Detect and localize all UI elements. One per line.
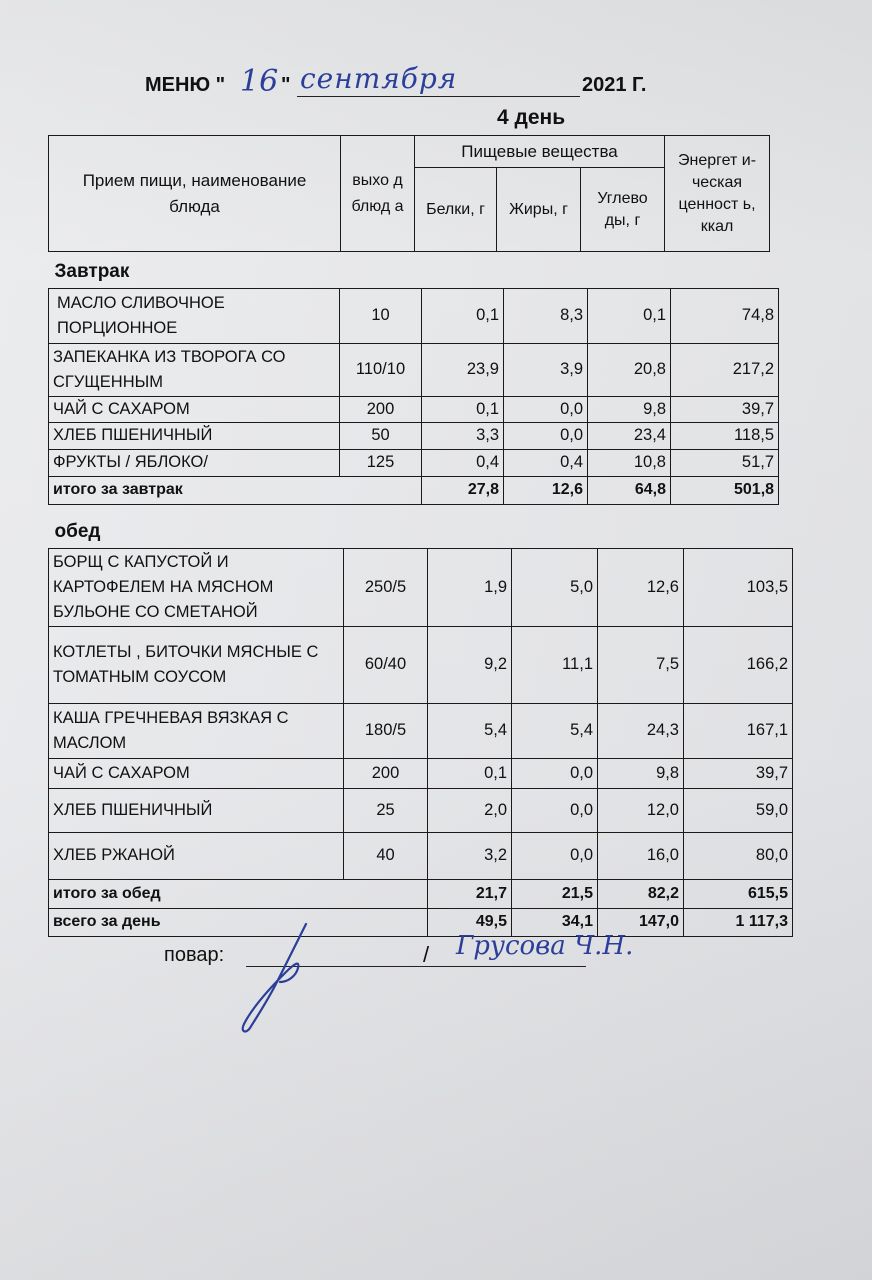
dish-energy: 118,5 — [671, 422, 779, 449]
dish-carbs: 23,4 — [588, 422, 671, 449]
dish-yield: 200 — [344, 758, 428, 788]
menu-label: МЕНЮ " — [145, 74, 226, 96]
breakfast-title: Завтрак — [54, 260, 130, 282]
cook-name-handwritten: Грусова Ч.Н. — [456, 931, 634, 961]
dish-protein: 0,1 — [422, 288, 504, 343]
header-table — [48, 135, 770, 252]
dish-fat: 11,1 — [512, 626, 598, 703]
cook-label: повар: — [164, 944, 225, 966]
table-row — [49, 422, 779, 449]
dish-yield: 10 — [340, 288, 422, 343]
day-total-fat: 34,1 — [512, 908, 598, 936]
dish-fat: 0,0 — [512, 832, 598, 879]
dish-fat: 0,0 — [512, 788, 598, 832]
total-energy: 615,5 — [684, 879, 793, 908]
day-total-label: всего за день — [49, 908, 428, 936]
dish-protein: 0,4 — [422, 449, 504, 476]
dish-name: ХЛЕБ ПШЕНИЧНЫЙ — [49, 788, 344, 832]
dish-yield: 60/40 — [344, 626, 428, 703]
total-carbs: 82,2 — [598, 879, 684, 908]
table-row — [49, 626, 793, 703]
breakfast-total-row — [49, 476, 779, 504]
dish-name: КОТЛЕТЫ , БИТОЧКИ МЯСНЫЕ С ТОМАТНЫМ СОУСОМ — [49, 626, 344, 703]
separator: / — [423, 942, 430, 967]
dish-protein: 9,2 — [428, 626, 512, 703]
total-carbs: 64,8 — [588, 476, 671, 504]
lunch-title: обед — [54, 520, 101, 542]
dish-fat: 5,0 — [512, 548, 598, 626]
dish-fat: 0,0 — [504, 396, 588, 422]
dish-yield: 25 — [344, 788, 428, 832]
table-row — [49, 343, 779, 396]
dish-yield: 200 — [340, 396, 422, 422]
dish-name: МАСЛО СЛИВОЧНОЕ ПОРЦИОННОЕ — [49, 288, 340, 343]
dish-fat: 0,4 — [504, 449, 588, 476]
dish-carbs: 0,1 — [588, 288, 671, 343]
dish-name: ЧАЙ С САХАРОМ — [49, 758, 344, 788]
col-protein-header: Белки, г — [415, 168, 497, 252]
dish-yield: 180/5 — [344, 703, 428, 758]
dish-name: ЗАПЕКАНКА ИЗ ТВОРОГА СО СГУЩЕННЫМ — [49, 343, 340, 396]
total-label: итого за обед — [49, 879, 428, 908]
dish-yield: 50 — [340, 422, 422, 449]
lunch-total-row — [49, 879, 793, 908]
breakfast-table — [48, 256, 779, 505]
table-row — [49, 788, 793, 832]
day-total-energy: 1 117,3 — [684, 908, 793, 936]
dish-yield: 125 — [340, 449, 422, 476]
signature-block — [164, 931, 684, 1040]
dish-carbs: 12,0 — [598, 788, 684, 832]
total-label: итого за завтрак — [49, 476, 422, 504]
dish-yield: 250/5 — [344, 548, 428, 626]
dish-fat: 5,4 — [512, 703, 598, 758]
dish-energy: 103,5 — [684, 548, 793, 626]
dish-energy: 39,7 — [671, 396, 779, 422]
dish-yield: 110/10 — [340, 343, 422, 396]
day-total-row — [49, 908, 793, 936]
dish-protein: 3,3 — [422, 422, 504, 449]
col-yield-header: выхо д блюд а — [341, 136, 415, 252]
date-underline — [297, 96, 580, 97]
col-fat-header: Жиры, г — [497, 168, 581, 252]
total-fat: 21,5 — [512, 879, 598, 908]
dish-protein: 5,4 — [428, 703, 512, 758]
dish-energy: 39,7 — [684, 758, 793, 788]
quote-close: " — [281, 74, 291, 96]
dish-protein: 0,1 — [422, 396, 504, 422]
table-row — [49, 449, 779, 476]
dish-fat: 0,0 — [504, 422, 588, 449]
table-row — [49, 703, 793, 758]
total-energy: 501,8 — [671, 476, 779, 504]
dish-name: БОРЩ С КАПУСТОЙ И КАРТОФЕЛЕМ НА МЯСНОМ БУЛЬОНЕ СО СМЕТАНОЙ — [49, 548, 344, 626]
table-row — [49, 288, 779, 343]
menu-title — [145, 62, 745, 108]
dish-protein: 3,2 — [428, 832, 512, 879]
dish-energy: 166,2 — [684, 626, 793, 703]
col-energy-header: Энергет и-ческая ценност ь, ккал — [665, 136, 770, 252]
day-number: 16 — [240, 64, 279, 99]
dish-energy: 167,1 — [684, 703, 793, 758]
year: 2021 Г. — [582, 74, 647, 96]
total-protein: 27,8 — [422, 476, 504, 504]
col-name-header: Прием пищи, наименование блюда — [49, 136, 341, 252]
day-label: 4 день — [497, 106, 566, 129]
day-total-carbs: 147,0 — [598, 908, 684, 936]
col-nutrients-header: Пищевые вещества — [415, 136, 665, 168]
col-carbs-header: Углево ды, г — [581, 168, 665, 252]
dish-name: ХЛЕБ ПШЕНИЧНЫЙ — [49, 422, 340, 449]
total-protein: 21,7 — [428, 879, 512, 908]
dish-name: КАША ГРЕЧНЕВАЯ ВЯЗКАЯ С МАСЛОМ — [49, 703, 344, 758]
dish-protein: 2,0 — [428, 788, 512, 832]
dish-energy: 59,0 — [684, 788, 793, 832]
table-row — [49, 758, 793, 788]
dish-yield: 40 — [344, 832, 428, 879]
table-row — [49, 832, 793, 879]
dish-carbs: 10,8 — [588, 449, 671, 476]
dish-carbs: 9,8 — [598, 758, 684, 788]
dish-fat: 8,3 — [504, 288, 588, 343]
day-total-protein: 49,5 — [428, 908, 512, 936]
dish-energy: 217,2 — [671, 343, 779, 396]
dish-protein: 0,1 — [428, 758, 512, 788]
dish-energy: 80,0 — [684, 832, 793, 879]
dish-carbs: 12,6 — [598, 548, 684, 626]
dish-carbs: 16,0 — [598, 832, 684, 879]
dish-fat: 0,0 — [512, 758, 598, 788]
month-handwritten: сентября — [300, 62, 458, 95]
dish-protein: 1,9 — [428, 548, 512, 626]
dish-name: ХЛЕБ РЖАНОЙ — [49, 832, 344, 879]
dish-name: ФРУКТЫ / ЯБЛОКО/ — [49, 449, 340, 476]
dish-carbs: 7,5 — [598, 626, 684, 703]
dish-carbs: 9,8 — [588, 396, 671, 422]
dish-protein: 23,9 — [422, 343, 504, 396]
lunch-table — [48, 516, 793, 937]
table-row — [49, 396, 779, 422]
dish-energy: 51,7 — [671, 449, 779, 476]
dish-name: ЧАЙ С САХАРОМ — [49, 396, 340, 422]
table-row — [49, 548, 793, 626]
total-fat: 12,6 — [504, 476, 588, 504]
dish-energy: 74,8 — [671, 288, 779, 343]
dish-carbs: 20,8 — [588, 343, 671, 396]
dish-fat: 3,9 — [504, 343, 588, 396]
dish-carbs: 24,3 — [598, 703, 684, 758]
signature-mark-icon — [228, 920, 318, 1040]
